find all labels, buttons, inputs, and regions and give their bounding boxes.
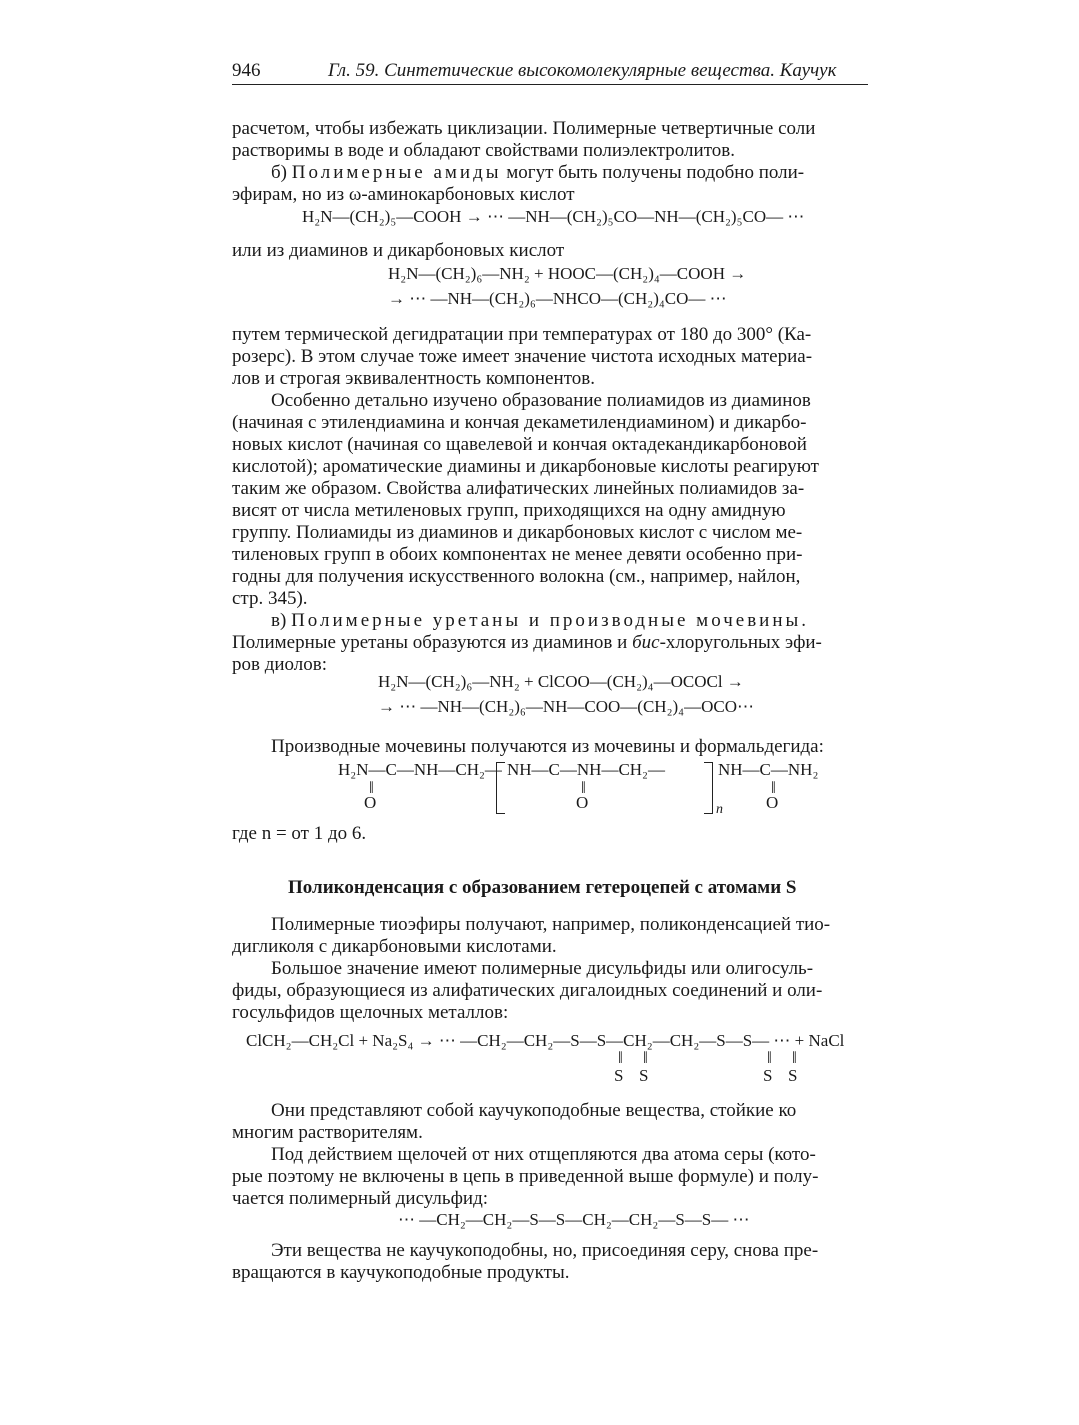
text-line: Под действием щелочей от них отщепляются два атома серы (кото- bbox=[271, 1144, 816, 1165]
running-header bbox=[232, 58, 868, 85]
text-line: лов и строгая эквивалентность компонентов. bbox=[232, 368, 595, 389]
formula-urethane-line1: H₂N—(CH₂)₆—NH₂ + ClCOO—(CH₂)₄—OCOCl → bbox=[378, 672, 744, 691]
text-line: расчетом, чтобы избежать циклизации. Полимерные четвертичные соли bbox=[232, 118, 816, 139]
text-line: в) Полимерные уретаны и производные мочевины. bbox=[271, 610, 810, 631]
text-line: путем термической дегидратации при температурах от 180 до 300° (Ка- bbox=[232, 324, 812, 345]
text-line: многим растворителям. bbox=[232, 1122, 423, 1143]
text-line: Эти вещества не каучукоподобны, но, присоединяя серу, снова пре- bbox=[271, 1240, 819, 1261]
text-line: ров диолов: bbox=[232, 654, 328, 675]
text-line: б) Полимерные амиды могут быть получены подобно поли- bbox=[271, 162, 805, 183]
oxygen-atom: O bbox=[364, 793, 377, 812]
urea-mid-group: NH—C—NH—CH₂— bbox=[507, 760, 665, 779]
polysulfide-chain: ClCH₂—CH₂Cl + Na₂S₄ → ⋯ —CH₂—CH₂—S—S—CH₂—CH₂—S—S— ⋯ + NaCl bbox=[246, 1031, 845, 1050]
text-line: (начиная с этилендиамина и кончая декаметилендиамином) и дикарбо- bbox=[232, 412, 807, 433]
text-line: Полимерные уретаны образуются из диаминов и бис-хлоругольных эфи- bbox=[232, 632, 822, 653]
formula-diamine-line1: H₂N—(CH₂)₆—NH₂ + HOOC—(CH₂)₄—COOH → bbox=[388, 264, 747, 283]
bracket-right bbox=[704, 762, 713, 814]
double-bond: ‖ bbox=[369, 778, 374, 797]
text-line: вращаются в каучукоподобные продукты. bbox=[232, 1262, 570, 1283]
text-line: растворимы в воде и обладают свойствами полиэлектролитов. bbox=[232, 140, 735, 161]
text-line: дигликоля с дикарбоновыми кислотами. bbox=[232, 936, 557, 957]
section-heading: Поликонденсация с образованием гетероцепей с атомами S bbox=[288, 877, 797, 898]
text-line: Они представляют собой каучукоподобные вещества, стойкие ко bbox=[271, 1100, 797, 1121]
formula-urethane-line2: → ⋯ —NH—(CH₂)₆—NH—COO—(CH₂)₄—OCO⋯ bbox=[378, 697, 754, 716]
formula-diamine-line2: → ⋯ —NH—(CH₂)₆—NHCO—(CH₂)₄CO— ⋯ bbox=[388, 289, 727, 308]
text-line: стр. 345). bbox=[232, 588, 308, 609]
subscript-n: n bbox=[716, 802, 723, 817]
text-line: кислотой); ароматические диамины и дикарбоновые кислоты реагируют bbox=[232, 456, 819, 477]
text-line: группу. Полиамиды из диаминов и дикарбоновых кислот с числом ме- bbox=[232, 522, 803, 543]
page-number: 946 bbox=[232, 60, 261, 81]
running-title: Гл. 59. Синтетические высокомолекулярные вещества. Каучук bbox=[328, 60, 837, 81]
urea-left-group: H₂N—C—NH—CH₂— bbox=[338, 760, 502, 779]
formula-disulfide: ⋯ —CH₂—CH₂—S—S—CH₂—CH₂—S—S— ⋯ bbox=[398, 1210, 750, 1229]
text-line: фиды, образующиеся из алифатических дигалоидных соединений и оли- bbox=[232, 980, 823, 1001]
sulfur-atom: S bbox=[614, 1066, 624, 1085]
text-line: чается полимерный дисульфид: bbox=[232, 1188, 489, 1209]
double-bond: ‖ bbox=[767, 1048, 772, 1067]
sulfur-atom: S bbox=[763, 1066, 773, 1085]
text-line: Производные мочевины получаются из мочевины и формальдегида: bbox=[271, 736, 824, 757]
sulfur-atom: S bbox=[788, 1066, 798, 1085]
sulfur-atom: S bbox=[639, 1066, 649, 1085]
text-line: розерс). В этом случае тоже имеет значение чистота исходных материа- bbox=[232, 346, 813, 367]
double-bond: ‖ bbox=[581, 778, 586, 797]
bracket-left bbox=[496, 762, 505, 814]
text-line: эфирам, но из ω-аминокарбоновых кислот bbox=[232, 184, 575, 205]
text-line: рые поэтому не включены в цепь в приведенной выше формуле) и полу- bbox=[232, 1166, 819, 1187]
double-bond: ‖ bbox=[792, 1048, 797, 1067]
text-line: годны для получения искусственного волокна (см., например, найлон, bbox=[232, 566, 801, 587]
text-line: госульфидов щелочных металлов: bbox=[232, 1002, 509, 1023]
text-line: новых кислот (начиная со щавелевой и кончая октадекандикарбоновой bbox=[232, 434, 807, 455]
double-bond: ‖ bbox=[618, 1048, 623, 1067]
spaced-term: Полимерные амиды bbox=[291, 162, 502, 183]
formula-aminoacid: H₂N—(CH₂)₅—COOH → ⋯ —NH—(CH₂)₅CO—NH—(CH₂)₅CO— ⋯ bbox=[302, 207, 805, 226]
text-line: тиленовых групп в обоих компонентах не менее девяти особенно при- bbox=[232, 544, 803, 565]
text-line: висят от числа метиленовых групп, приходящихся на одну амидную bbox=[232, 500, 786, 521]
text-line: Большое значение имеют полимерные дисульфиды или олигосуль- bbox=[271, 958, 814, 979]
urea-right-group: NH—C—NH₂ bbox=[718, 760, 819, 779]
double-bond: ‖ bbox=[771, 778, 776, 797]
text-line: Особенно детально изучено образование полиамидов из диаминов bbox=[271, 390, 811, 411]
text-line: где n = от 1 до 6. bbox=[232, 823, 367, 844]
oxygen-atom: O bbox=[576, 793, 589, 812]
text-line: Полимерные тиоэфиры получают, например, поликонденсацией тио- bbox=[271, 914, 831, 935]
double-bond: ‖ bbox=[643, 1048, 648, 1067]
text-line: таким же образом. Свойства алифатических линейных полиамидов за- bbox=[232, 478, 805, 499]
oxygen-atom: O bbox=[766, 793, 779, 812]
text-line: или из диаминов и дикарбоновых кислот bbox=[232, 240, 565, 261]
spaced-term: Полимерные уретаны и производные мочевины. bbox=[291, 610, 810, 631]
